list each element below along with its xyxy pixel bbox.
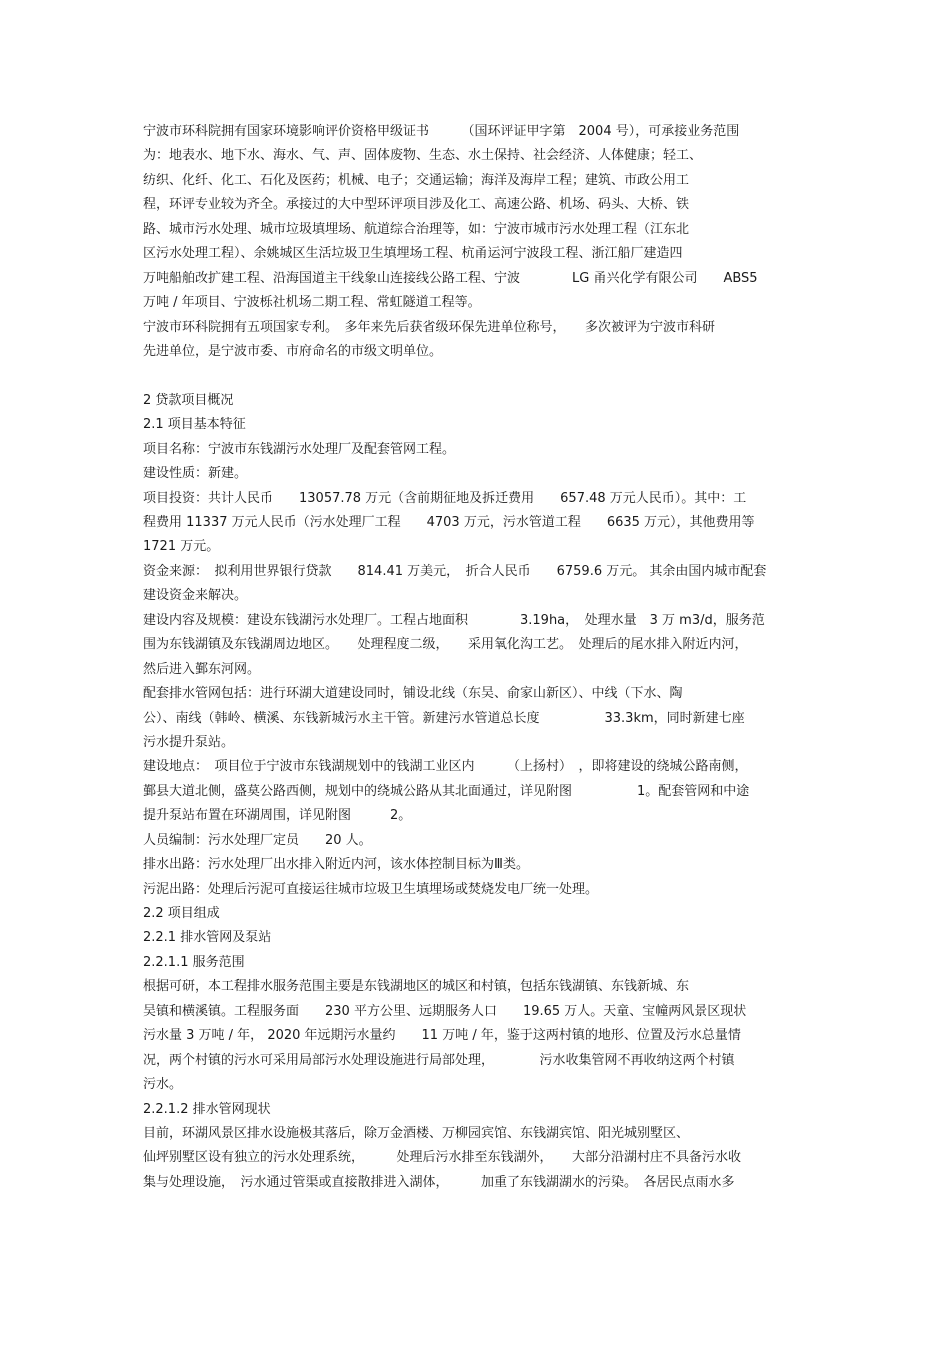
- text-line: 人员编制：污水处理厂定员 20 人。: [143, 832, 372, 848]
- text-line: 根据可研，本工程排水服务范围主要是东钱湖地区的城区和村镇，包括东钱湖镇、东钱新城、东: [143, 979, 690, 995]
- text-line: 建设性质：新建。: [143, 466, 248, 482]
- blank-line: [143, 364, 813, 388]
- text-line: 配套排水管网包括：进行环湖大道建设同时，铺设北线（东吴、俞家山新区）、中线（下水、陶: [143, 686, 683, 702]
- text-line: 区污水处理工程）、余姚城区生活垃圾卫生填埋场工程、杭甬运河宁波段工程、浙江船厂建造四: [143, 246, 683, 262]
- text-line: 先进单位，是宁波市委、市府命名的市级文明单位。: [143, 343, 443, 359]
- text-line: 2.2.1 排水管网及泵站: [143, 930, 272, 946]
- text-line: 路、城市污水处理、城市垃圾填埋场、航道综合治理等，如：宁波市城市污水处理工程（江东北: [143, 221, 690, 237]
- text-line: 资金来源： 拟利用世界银行贷款 814.41 万美元， 折合人民币 6759.6 万元。 其余由国内城市配套: [143, 563, 767, 579]
- text-line: 污水提升泵站。: [143, 734, 235, 750]
- text-line: 项目名称：宁波市东钱湖污水处理厂及配套管网工程。: [143, 441, 456, 457]
- text-line: 鄞县大道北侧，盛莫公路西侧，规划中的绕城公路从其北面通过，详见附图 1。配套管网和中途: [143, 783, 750, 799]
- text-line: 污泥出路：处理后污泥可直接运往城市垃圾卫生填埋场或焚烧发电厂统一处理。: [143, 881, 599, 897]
- text-line: 项目投资：共计人民币 13057.78 万元（含前期征地及拆迁费用 657.48 万元人民币）。其中：工: [143, 490, 747, 506]
- text-line: 集与处理设施， 污水通过管渠或直接散排进入湖体， 加重了东钱湖湖水的污染。 各居民点雨水多: [143, 1174, 735, 1190]
- text-line: 纺织、化纤、化工、石化及医药；机械、电子；交通运输；海洋及海岸工程；建筑、市政公用工: [143, 172, 690, 188]
- text-line: 建设资金来解决。: [143, 588, 248, 604]
- text-line: 公）、南线（韩岭、横溪、东钱新城污水主干管。新建污水管道总长度 33.3km，同时新建七座: [143, 710, 745, 726]
- text-line: 2.2 项目组成: [143, 906, 220, 921]
- text-line: 宁波市环科院拥有五项国家专利。 多年来先后获省级环保先进单位称号， 多次被评为宁波市科研: [143, 319, 716, 335]
- text-line: 万吨 / 年项目、宁波栎社机场二期工程、常虹隧道工程等。: [143, 295, 481, 311]
- text-line: 仙坪别墅区设有独立的污水处理系统， 处理后污水排至东钱湖外， 大部分沿湖村庄不具备污水收: [143, 1150, 742, 1166]
- text-line: 2 贷款项目概况: [143, 392, 234, 408]
- document-page: [143, 120, 813, 1195]
- text-line: 目前，环湖风景区排水设施极其落后，除万金酒楼、万柳园宾馆、东钱湖宾馆、阳光城别墅区、: [143, 1125, 690, 1141]
- text-line: 为：地表水、地下水、海水、气、声、固体废物、生态、水土保持、社会经济、人体健康；轻工、: [143, 148, 703, 164]
- text-line: 建设地点： 项目位于宁波市东钱湖规划中的钱湖工业区内 （上扬村） ，即将建设的绕城公路南侧，: [143, 759, 748, 775]
- text-line: 围为东钱湖镇及东钱湖周边地区。 处理程度二级， 采用氧化沟工艺。 处理后的尾水排入附近内河，: [143, 637, 748, 653]
- text-line: 2.2.1.2 排水管网现状: [143, 1101, 271, 1117]
- text-line: 程，环评专业较为齐全。承接过的大中型环评项目涉及化工、高速公路、机场、码头、大桥、铁: [143, 197, 690, 213]
- text-line: 1721 万元。: [143, 539, 220, 555]
- text-line: 建设内容及规模：建设东钱湖污水处理厂。工程占地面积 3.19ha， 处理水量 3 万 m3/d，服务范: [143, 612, 765, 628]
- text-line: 况，两个村镇的污水可采用局部污水处理设施进行局部处理， 污水收集管网不再收纳这两个村镇: [143, 1052, 735, 1068]
- text-line: 万吨船舶改扩建工程、沿海国道主干线象山连接线公路工程、宁波 LG 甬兴化学有限公司 ABS5: [143, 270, 758, 286]
- text-line: 污水。: [143, 1077, 183, 1093]
- text-line: 2.1 项目基本特征: [143, 417, 246, 433]
- text-line: 然后进入鄞东河网。: [143, 661, 261, 677]
- text-line: 排水出路：污水处理厂出水排入附近内河，该水体控制目标为Ⅲ类。: [143, 857, 529, 873]
- text-line: 吴镇和横溪镇。工程服务面 230 平方公里、远期服务人口 19.65 万人。天童、宝幢两风景区现状: [143, 1003, 747, 1019]
- text-line: 宁波市环科院拥有国家环境影响评价资格甲级证书 （国环评证甲字第 2004 号），可承接业务范围: [143, 124, 740, 139]
- text-line: 污水量 3 万吨 / 年， 2020 年远期污水量约 11 万吨 / 年，鉴于这两村镇的地形、位置及污水总量情: [143, 1028, 741, 1044]
- text-line: 程费用 11337 万元人民币（污水处理厂工程 4703 万元，污水管道工程 6635 万元），其他费用等: [143, 515, 755, 530]
- text-line: 提升泵站布置在环湖周围，详见附图 2。: [143, 808, 412, 824]
- text-line: 2.2.1.1 服务范围: [143, 954, 245, 970]
